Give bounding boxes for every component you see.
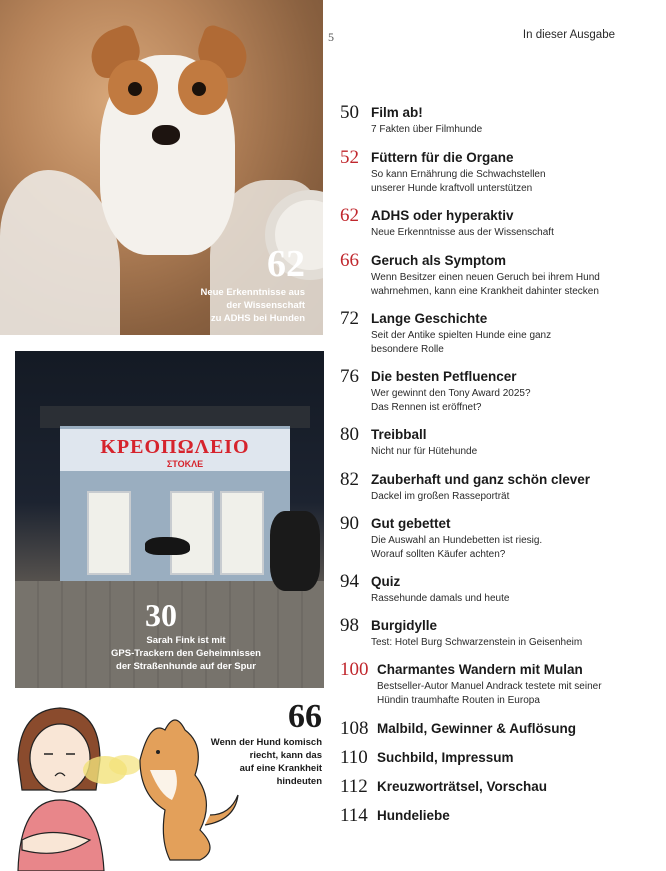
dog-photo-number: 62 [267,243,305,285]
toc-page-number: 80 [340,424,359,445]
toc-page-number: 114 [340,805,368,826]
toc-title: Film ab! [371,105,423,120]
toc-page-number: 100 [340,659,369,680]
toc-description [371,490,631,504]
toc-page-number: 108 [340,718,369,739]
toc-description-line: wahrnehmen, kann eine Krankheit dahinter stecken [371,286,599,297]
toc-title: Geruch als Symptom [371,253,507,268]
toc-title: Charmantes Wandern mit Mulan [377,662,583,677]
toc-description [371,592,631,606]
toc-title: Kreuzworträtsel, Vorschau [377,779,548,794]
toc-description-line: unserer Hunde kraftvoll unterstützen [371,183,533,194]
toc-page-number: 98 [340,615,359,636]
toc-description [371,226,631,240]
toc-description-line: Das Rennen ist eröffnet? [371,402,482,413]
toc-description [371,387,631,415]
toc-description-line: Test: Hotel Burg Schwarzenstein in Geisenheim [371,637,583,648]
caption-line: der Straßenhunde auf der Spur [116,661,256,672]
toc-description-line: Hündin traumhafte Routen in Europa [377,695,540,706]
illustration-number: 66 [288,700,322,735]
dog-photo[interactable] [0,0,323,335]
toc-page-number: 62 [340,205,359,226]
section-title: In dieser Ausgabe [522,29,615,41]
toc-description-line: besondere Rolle [371,344,444,355]
toc-description-line: Die Auswahl an Hundebetten ist riesig. [371,535,543,546]
toc-page-number: 94 [340,571,359,592]
toc-description-line: Rassehunde damals und heute [371,593,510,604]
toc-page-number: 82 [340,469,359,490]
toc-title: Zauberhaft und ganz schön clever [371,472,591,487]
toc-description-line: Neue Erkenntnisse aus der Wissenschaft [371,227,554,238]
shop-photo-caption [87,634,285,673]
toc-description [371,534,631,562]
caption-line: Neue Erkenntnisse aus [200,287,305,298]
toc-page-number: 76 [340,366,359,387]
toc-title: Die besten Petfluencer [371,369,517,384]
toc-description-line: 7 Fakten über Filmhunde [371,124,483,135]
toc-description [371,636,631,650]
toc-page-number: 110 [340,747,368,768]
dog-photo-caption [200,286,305,325]
toc-page-number: 66 [340,250,359,271]
caption-line: der Wissenschaft [226,300,305,311]
woman-dog-illustration[interactable] [0,700,330,871]
toc-description-line: Bestseller-Autor Manuel Andrack testete mit seiner [377,681,602,692]
toc-description-line: Dackel im großen Rasseporträt [371,491,510,502]
toc-page-number: 112 [340,776,368,797]
caption-line: Wenn der Hund komisch [210,737,322,748]
shop-sign: ΚΡΕΟΠΩΛΕΙΟ [100,436,250,458]
toc-description-line: Seit der Antike spielten Hunde eine ganz [371,330,552,341]
illustration-caption [211,736,322,788]
toc-title: Burgidylle [371,618,438,633]
toc-title: ADHS oder hyperaktiv [371,208,514,223]
caption-line: hindeuten [276,776,322,787]
caption-line: Sarah Fink ist mit [146,635,226,646]
toc-title: Treibball [371,427,427,442]
toc-title: Lange Geschichte [371,311,488,326]
caption-line: zu ADHS bei Hunden [210,313,305,324]
shop-photo-number: 30 [145,597,177,633]
toc-title: Gut gebettet [371,516,451,531]
toc-description-line: Wer gewinnt den Tony Award 2025? [371,388,531,399]
toc-description [371,168,631,196]
page-number: 5 [328,30,334,44]
toc-page-number: 90 [340,513,359,534]
toc-description [371,445,631,459]
toc-description [371,123,631,137]
toc-title: Hundeliebe [377,808,450,823]
toc-page-number: 50 [340,102,359,123]
caption-line: GPS-Trackern den Geheimnissen [111,648,261,659]
toc-title: Füttern für die Organe [371,150,514,165]
toc-description-line: Wenn Besitzer einen neuen Geruch bei ihrem Hund [371,272,600,283]
toc-description [371,271,631,299]
toc-description [371,329,631,357]
toc-page-number: 72 [340,308,359,329]
toc-description [377,680,637,708]
toc-description-line: Worauf sollten Käufer achten? [371,549,506,560]
butcher-shop-photo[interactable] [15,351,324,688]
toc-description-line: So kann Ernährung die Schwachstellen [371,169,546,180]
caption-line: auf eine Krankheit [239,763,322,774]
toc-description-line: Nicht nur für Hütehunde [371,446,478,457]
toc-page-number: 52 [340,147,359,168]
toc-title: Malbild, Gewinner & Auflösung [377,721,576,736]
shop-sign-sub: ΣΤΟΚΛΕ [166,459,204,469]
toc-title: Suchbild, Impressum [377,750,514,765]
toc-title: Quiz [371,574,401,589]
caption-line: riecht, kann das [249,750,322,761]
